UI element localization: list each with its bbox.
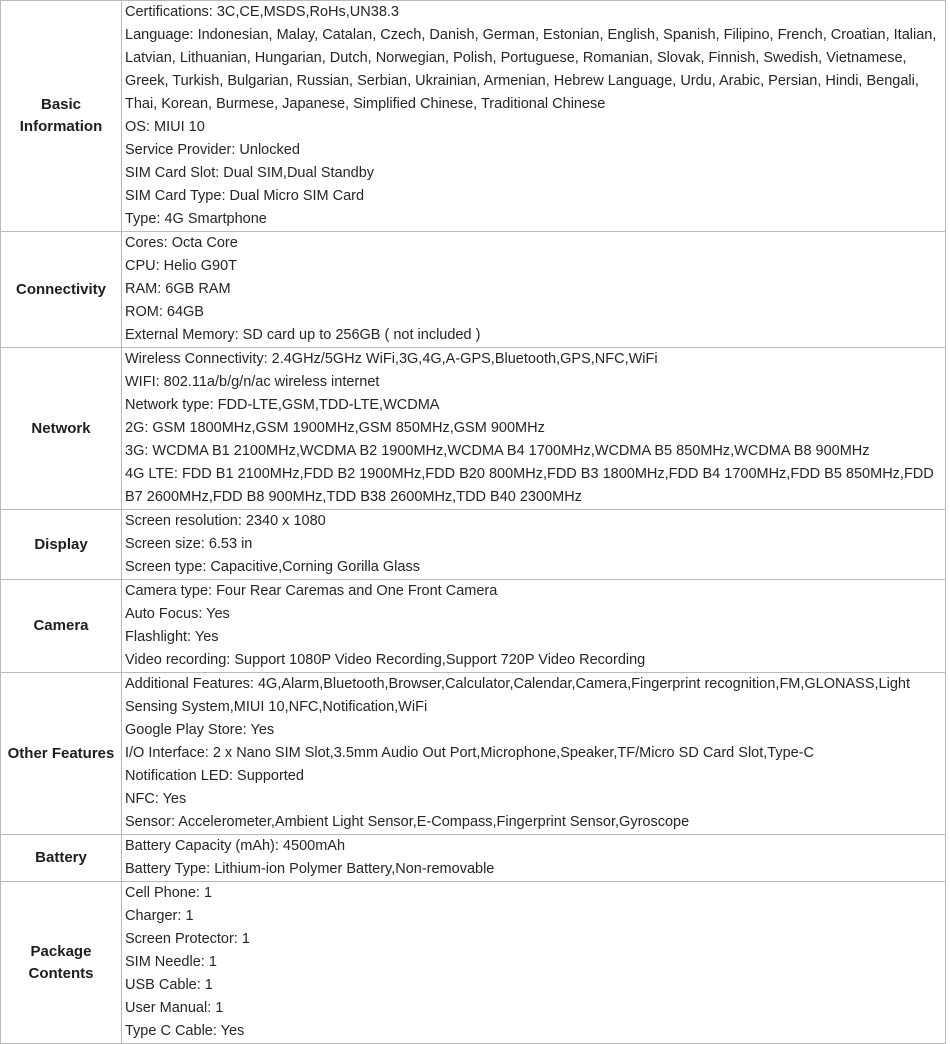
- spec-line: User Manual: 1: [125, 1000, 224, 1016]
- spec-line: Service Provider: Unlocked: [125, 142, 300, 158]
- spec-line: WIFI: 802.11a/b/g/n/ac wireless internet: [125, 374, 380, 390]
- spec-row-package-contents: [1, 882, 946, 1044]
- spec-line: Charger: 1: [125, 908, 194, 924]
- spec-line: Auto Focus: Yes: [125, 606, 230, 622]
- spec-values: [122, 580, 946, 673]
- spec-row-battery: [1, 835, 946, 882]
- spec-values: [122, 835, 946, 882]
- spec-category: Display: [1, 510, 122, 580]
- spec-line: RAM: 6GB RAM: [125, 281, 231, 297]
- spec-row-connectivity: [1, 232, 946, 348]
- spec-values: [122, 348, 946, 510]
- spec-line: Additional Features: 4G,Alarm,Bluetooth,Browser,Calculator,Calendar,Camera,Fingerprint recognition,FM,GLONASS,Light Sensing System,MIUI 10,NFC,Notification,WiFi: [125, 676, 910, 715]
- spec-values: [122, 673, 946, 835]
- spec-line: Cores: Octa Core: [125, 235, 238, 251]
- spec-line: CPU: Helio G90T: [125, 258, 238, 274]
- spec-line: Wireless Connectivity: 2.4GHz/5GHz WiFi,3G,4G,A-GPS,Bluetooth,GPS,NFC,WiFi: [125, 351, 658, 367]
- spec-category: Network: [1, 348, 122, 510]
- spec-line: Certifications: 3C,CE,MSDS,RoHs,UN38.3: [125, 4, 399, 20]
- spec-values: [122, 232, 946, 348]
- spec-category: Camera: [1, 580, 122, 673]
- spec-line: Flashlight: Yes: [125, 629, 219, 645]
- spec-line: 2G: GSM 1800MHz,GSM 1900MHz,GSM 850MHz,GSM 900MHz: [125, 420, 545, 436]
- spec-row-display: [1, 510, 946, 580]
- spec-line: Language: Indonesian, Malay, Catalan, Czech, Danish, German, Estonian, English, Spanish, Filipino, French, Croatian, Italian, Latvian, Lithuanian, Hungarian, Dutch, Norwegian, Polish, Portuguese, Romanian, Slovak, Finnish, Swedish, Vietnamese, Greek, Turkish, Bulgarian, Russian, Serbian, Ukrainian, Armenian, Hebrew Language, Urdu, Arabic, Persian, Hindi, Bengali, Thai, Korean, Burmese, Japanese, Simplified Chinese, Traditional Chinese: [125, 27, 937, 112]
- spec-line: Sensor: Accelerometer,Ambient Light Sensor,E-Compass,Fingerprint Sensor,Gyroscope: [125, 814, 690, 830]
- spec-line: Network type: FDD-LTE,GSM,TDD-LTE,WCDMA: [125, 397, 440, 413]
- spec-line: 3G: WCDMA B1 2100MHz,WCDMA B2 1900MHz,WCDMA B4 1700MHz,WCDMA B5 850MHz,WCDMA B8 900MHz: [125, 443, 870, 459]
- spec-line: OS: MIUI 10: [125, 119, 205, 135]
- spec-line: Notification LED: Supported: [125, 768, 304, 784]
- spec-line: Screen type: Capacitive,Corning Gorilla Glass: [125, 559, 420, 575]
- spec-line: SIM Card Slot: Dual SIM,Dual Standby: [125, 165, 375, 181]
- spec-line: 4G LTE: FDD B1 2100MHz,FDD B2 1900MHz,FDD B20 800MHz,FDD B3 1800MHz,FDD B4 1700MHz,FDD B5 850MHz,FDD B7 2600MHz,FDD B8 900MHz,TDD B38 2600MHz,TDD B40 2300MHz: [125, 466, 934, 505]
- spec-values: [122, 882, 946, 1044]
- spec-values: [122, 1, 946, 232]
- spec-line: Camera type: Four Rear Caremas and One Front Camera: [125, 583, 498, 599]
- spec-values: [122, 510, 946, 580]
- spec-line: SIM Needle: 1: [125, 954, 217, 970]
- spec-row-camera: [1, 580, 946, 673]
- spec-category: Battery: [1, 835, 122, 882]
- spec-row-basic-information: [1, 1, 946, 232]
- spec-row-network: [1, 348, 946, 510]
- spec-line: Screen Protector: 1: [125, 931, 250, 947]
- spec-line: Type: 4G Smartphone: [125, 211, 267, 227]
- spec-line: External Memory: SD card up to 256GB ( not included ): [125, 327, 481, 343]
- spec-row-other-features: [1, 673, 946, 835]
- spec-line: Battery Capacity (mAh): 4500mAh: [125, 838, 346, 854]
- spec-line: Screen size: 6.53 in: [125, 536, 253, 552]
- spec-category: Package Contents: [1, 882, 122, 1044]
- spec-line: Google Play Store: Yes: [125, 722, 275, 738]
- spec-line: Battery Type: Lithium-ion Polymer Battery,Non-removable: [125, 861, 495, 877]
- spec-line: I/O Interface: 2 x Nano SIM Slot,3.5mm Audio Out Port,Microphone,Speaker,TF/Micro SD Card Slot,Type-C: [125, 745, 815, 761]
- spec-line: Cell Phone: 1: [125, 885, 213, 901]
- spec-category: Connectivity: [1, 232, 122, 348]
- spec-line: USB Cable: 1: [125, 977, 213, 993]
- spec-line: Video recording: Support 1080P Video Recording,Support 720P Video Recording: [125, 652, 646, 668]
- spec-line: ROM: 64GB: [125, 304, 204, 320]
- spec-category: Other Features: [1, 673, 122, 835]
- spec-category: Basic Information: [1, 1, 122, 232]
- spec-line: Type C Cable: Yes: [125, 1023, 245, 1039]
- spec-line: SIM Card Type: Dual Micro SIM Card: [125, 188, 365, 204]
- spec-line: Screen resolution: 2340 x 1080: [125, 513, 326, 529]
- spec-line: NFC: Yes: [125, 791, 187, 807]
